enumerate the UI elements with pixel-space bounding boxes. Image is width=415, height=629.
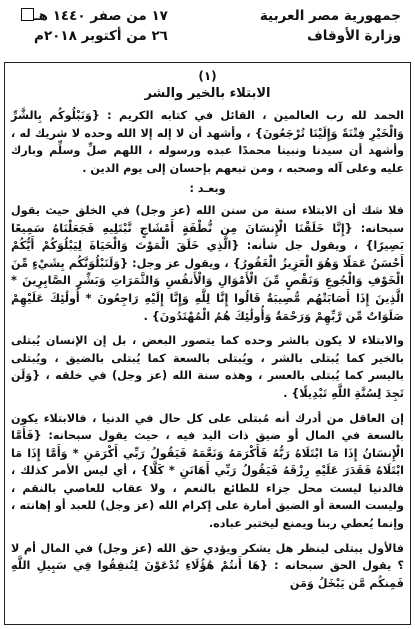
paragraph-4: فالأول يبتلى لينظر هل يشكر ويؤدي حق الله (عز وجل) في المال أم لا ؟ يقول الحق سبحانه : {هَا أَنتُمْ هَٰؤُلَاءِ تُدْعَوْنَ لِتُنفِقُوا فِي سَبِيلِ اللَّهِ فَمِنكُم مَّن يَبْخَلُ وَمَن (11, 541, 404, 590)
issuer-block (260, 6, 401, 46)
document-header (18, 4, 401, 54)
gregorian-date: ٢٦ من أكتوبر ٢٠١٨م (34, 28, 168, 44)
sermon-title: الابتلاء بالخير والشر (144, 86, 271, 101)
paragraph-2: والابتلاء لا يكون بالشر وحده كما يتصور البعض ، بل إن الإنسان يُبتلى بالخير كما يُبتلى بالشر ، ويُبتلى بالسعة كما يُبتلى بالضيق ، ويُبتلى باليسر كما يُبتلى بالعسر ، وهذه سنة الله (عز وجل) في خلقه ، {وَلَن تَجِدَ لِسُنَّةِ اللَّهِ تَبْدِيلًا} . (11, 334, 404, 400)
paragraph-1: فلا شك أن الابتلاء سنة من سنن الله (عز وجل) في الخلق حيث يقول سبحانه: {إِنَّا خَلَقْنَا الْإِنسَانَ مِن نُّطْفَةٍ أَمْشَاجٍ نَّبْتَلِيهِ فَجَعَلْنَاهُ سَمِيعًا بَصِيرًا} ، ويقول جل شأنه: {الَّذِي خَلَقَ الْمَوْتَ وَالْحَيَاةَ لِيَبْلُوَكُمْ أَيُّكُمْ أَحْسَنُ عَمَلًا وَهُوَ الْعَزِيزُ الْغَفُورُ} ، ويقول عز وجل: {وَلَنَبْلُوَنَّكُم بِشَيْءٍ مِّنَ الْخَوْفِ وَالْجُوعِ وَنَقْصٍ مِّنَ الْأَمْوَالِ وَالْأَنفُسِ وَالثَّمَرَاتِ وَبَشِّرِ الصَّابِرِينَ * الَّذِينَ إِذَا أَصَابَتْهُم مُّصِيبَةٌ قَالُوا إِنَّا لِلَّهِ وَإِنَّا إِلَيْهِ رَاجِعُونَ * أُولَٰئِكَ عَلَيْهِمْ صَلَوَاتٌ مِّن رَّبِّهِمْ وَرَحْمَةٌ وَأُولَٰئِكَ هُمُ الْمُهْتَدُونَ} . (11, 203, 404, 323)
ministry-name: وزارة الأوقاف (307, 28, 401, 44)
country-name: جمهورية مصر العربية (259, 8, 401, 24)
date-block (18, 6, 168, 46)
sermon-content (5, 63, 410, 592)
checkbox-icon (21, 8, 34, 21)
paragraph-opening: الحمد لله رب العالمين ، القائل في كتابه الكريم : {وَنَبْلُوكُم بِالشَّرِّ وَالْخَيْرِ فِتْنَةً وَإِلَيْنَا تُرْجَعُونَ} ، وأشهد أن لا إله إلا الله وحده لا شريك له ، وأشهد أن سيدنا ونبينا محمدًا عبده ورسوله ، اللهم صلِّ وسلِّم وبارك عليه وعلى آله وصحبه ، ومن تبعهم بإحسان إلى يوم الدين . (11, 109, 404, 175)
sermon-frame (4, 62, 411, 625)
hijri-date: ١٧ من صفر ١٤٤٠ هـ (18, 6, 168, 26)
separator-text: وبعـد : (189, 182, 226, 196)
paragraph-3: إن العاقل من أدرك أنه مُبتلى على كل حال في الدنيا ، فالابتلاء يكون بالسعة في المال أو ضيق ذات اليد فيه ، حيث يقول سبحانه: {فَأَمَّا الْإِنسَانُ إِذَا مَا ابْتَلَاهُ رَبُّهُ فَأَكْرَمَهُ وَنَعَّمَهُ فَيَقُولُ رَبِّي أَكْرَمَنِ * وَأَمَّا إِذَا مَا ابْتَلَاهُ فَقَدَرَ عَلَيْهِ رِزْقَهُ فَيَقُولُ رَبِّي أَهَانَنِ * كَلَّا} ، أي ليس الأمر كذلك ، فالدنيا ليست محل جزاء للطائع بالنعم ، ولا عقاب للعاصي بالنقم ، وليست السعة أو الضيق أمارة على إكرام الله (عز وجل) للعبد أو إهانته ، وإنما يُعطي ربنا ويمنع ليختبر عباده. (11, 411, 404, 531)
sermon-number: (١) (198, 69, 217, 83)
